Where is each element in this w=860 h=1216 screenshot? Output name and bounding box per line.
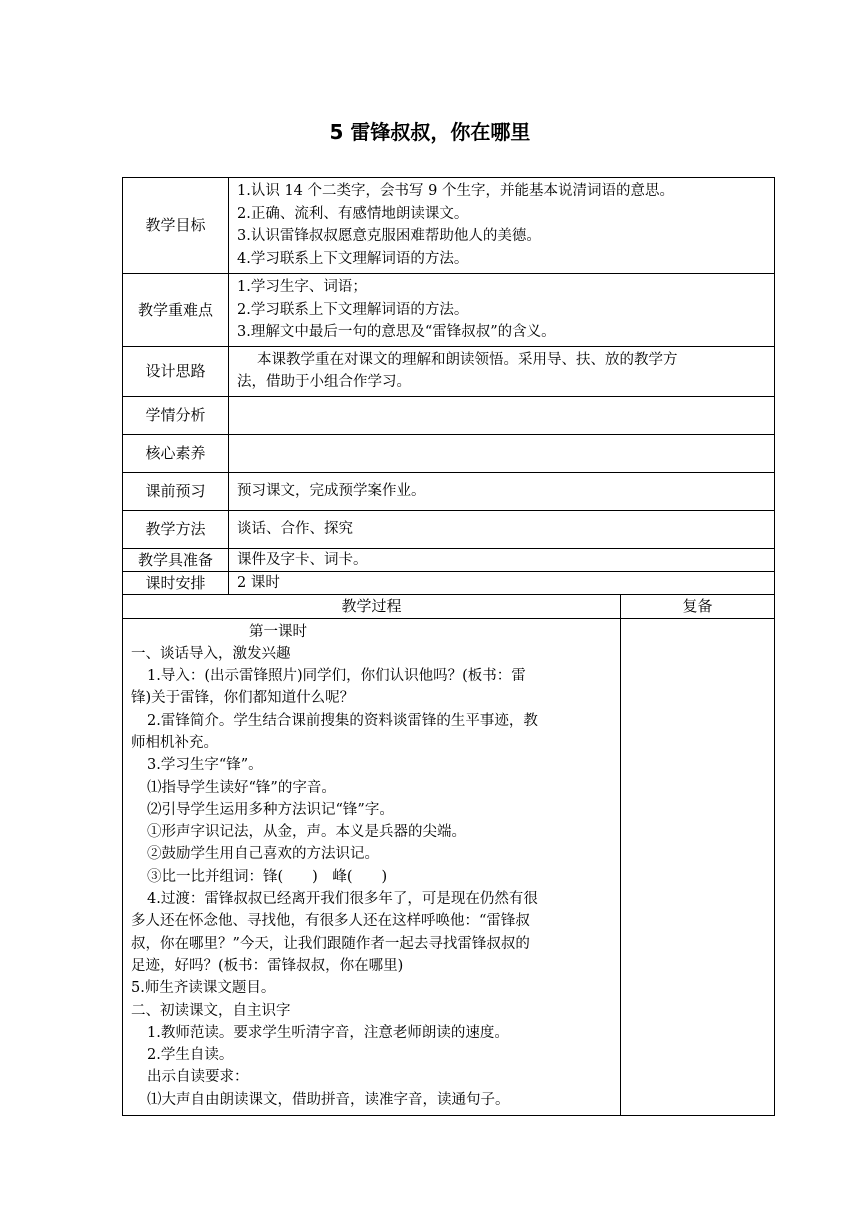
- process-line: 2.学生自读。: [147, 1047, 234, 1064]
- row-learner-analysis: [123, 396, 775, 434]
- goal-line: 3.认识雷锋叔叔愿意克服困难帮助他人的美德。: [237, 228, 541, 244]
- goal-line: 1.认识 14 个二类字，会书写 9 个生字，并能基本说清词语的意思。: [237, 183, 674, 199]
- row-core-literacy: [123, 434, 775, 472]
- process-line: ⑵引导学生运用多种方法识记“锋”字。: [147, 801, 394, 818]
- process-line: 叔，你在哪里？”今天，让我们跟随作者一起去寻找雷锋叔叔的: [131, 935, 530, 952]
- process-line: 足迹，好吗？(板书：雷锋叔叔，你在哪里): [131, 957, 404, 974]
- process-line: 师相机补充。: [131, 734, 218, 751]
- process-line: ①形声字识记法，从金，声。本义是兵器的尖端。: [147, 824, 466, 841]
- row-label: 学情分析: [123, 396, 229, 434]
- row-content: [229, 274, 775, 347]
- row-schedule: [123, 571, 775, 594]
- row-method: [123, 510, 775, 548]
- goal-line: 4.学习联系上下文理解词语的方法。: [237, 250, 469, 267]
- process-header: 教学过程: [123, 594, 621, 618]
- row-content: [229, 346, 775, 396]
- process-line: 多人还在怀念他、寻找他，有很多人还在这样呼唤他：“雷锋叔: [131, 913, 530, 930]
- review-header: 复备: [621, 594, 775, 618]
- process-line: 出示自读要求：: [147, 1069, 249, 1086]
- row-content: 谈话、合作、探究: [229, 510, 775, 548]
- review-content-empty: [621, 618, 775, 1115]
- row-label: 课时安排: [123, 571, 229, 594]
- section-heading: 一、谈话导入，激发兴趣: [131, 645, 291, 662]
- process-header-row: [123, 594, 775, 618]
- row-label: 设计思路: [123, 346, 229, 396]
- process-line: 1.导入：(出示雷锋照片)同学们，你们认识他吗？(板书：雷: [147, 668, 526, 685]
- lesson-plan-table: [122, 177, 775, 1116]
- process-line: ②鼓励学生用自己喜欢的方法识记。: [147, 846, 379, 863]
- process-line: ⑴大声自由朗读课文，借助拼音，读准字音，读通句子。: [147, 1091, 510, 1108]
- key-line: 2.学习联系上下文理解词语的方法。: [237, 301, 469, 318]
- row-content: 课件及字卡、词卡。: [229, 548, 775, 571]
- process-line: 1.教师范读。要求学生听清字音，注意老师朗读的速度。: [147, 1024, 509, 1041]
- row-key-points: [123, 274, 775, 347]
- design-line: 本课教学重在对课文的理解和朗读领悟。采用导、扶、放的教学方: [257, 351, 678, 368]
- process-line: 5.师生齐读课文题目。: [131, 980, 276, 997]
- row-content: 预习课文，完成预学案作业。: [229, 472, 775, 510]
- process-body-row: [123, 618, 775, 1115]
- row-content: 2 课时: [229, 571, 775, 594]
- row-label: 课前预习: [123, 472, 229, 510]
- row-content-empty: [229, 434, 775, 472]
- lesson-period: 第一课时: [249, 623, 307, 640]
- row-teaching-goals: [123, 178, 775, 274]
- process-line: 锋)关于雷锋，你们都知道什么呢？: [131, 690, 355, 707]
- row-preview: [123, 472, 775, 510]
- process-line: 4.过渡：雷锋叔叔已经离开我们很多年了，可是现在仍然有很: [147, 891, 538, 908]
- process-line: 2.雷锋简介。学生结合课前搜集的资料谈雷锋的生平事迹，教: [147, 712, 538, 729]
- process-content: [123, 618, 621, 1115]
- row-label: 教学目标: [123, 178, 229, 274]
- row-label: 教学方法: [123, 510, 229, 548]
- row-content-empty: [229, 396, 775, 434]
- row-materials: [123, 548, 775, 571]
- key-line: 1.学习生字、词语；: [237, 279, 367, 295]
- design-line: 法，借助于小组合作学习。: [237, 374, 411, 390]
- process-line: ③比一比并组词：锋( ) 峰( ): [147, 868, 388, 885]
- row-label: 教学重难点: [123, 274, 229, 347]
- row-label: 教学具准备: [123, 548, 229, 571]
- row-label: 核心素养: [123, 434, 229, 472]
- key-line: 3.理解文中最后一句的意思及“雷锋叔叔”的含义。: [237, 324, 556, 340]
- row-design-idea: [123, 346, 775, 396]
- process-line: 3.学习生字“锋”。: [147, 757, 263, 774]
- goal-line: 2.正确、流利、有感情地朗读课文。: [237, 205, 469, 222]
- section-heading: 二、初读课文，自主识字: [131, 1002, 291, 1019]
- row-content: [229, 178, 775, 274]
- process-line: ⑴指导学生读好“锋”的字音。: [147, 779, 336, 796]
- document-title: 5 雷锋叔叔，你在哪里: [329, 120, 531, 144]
